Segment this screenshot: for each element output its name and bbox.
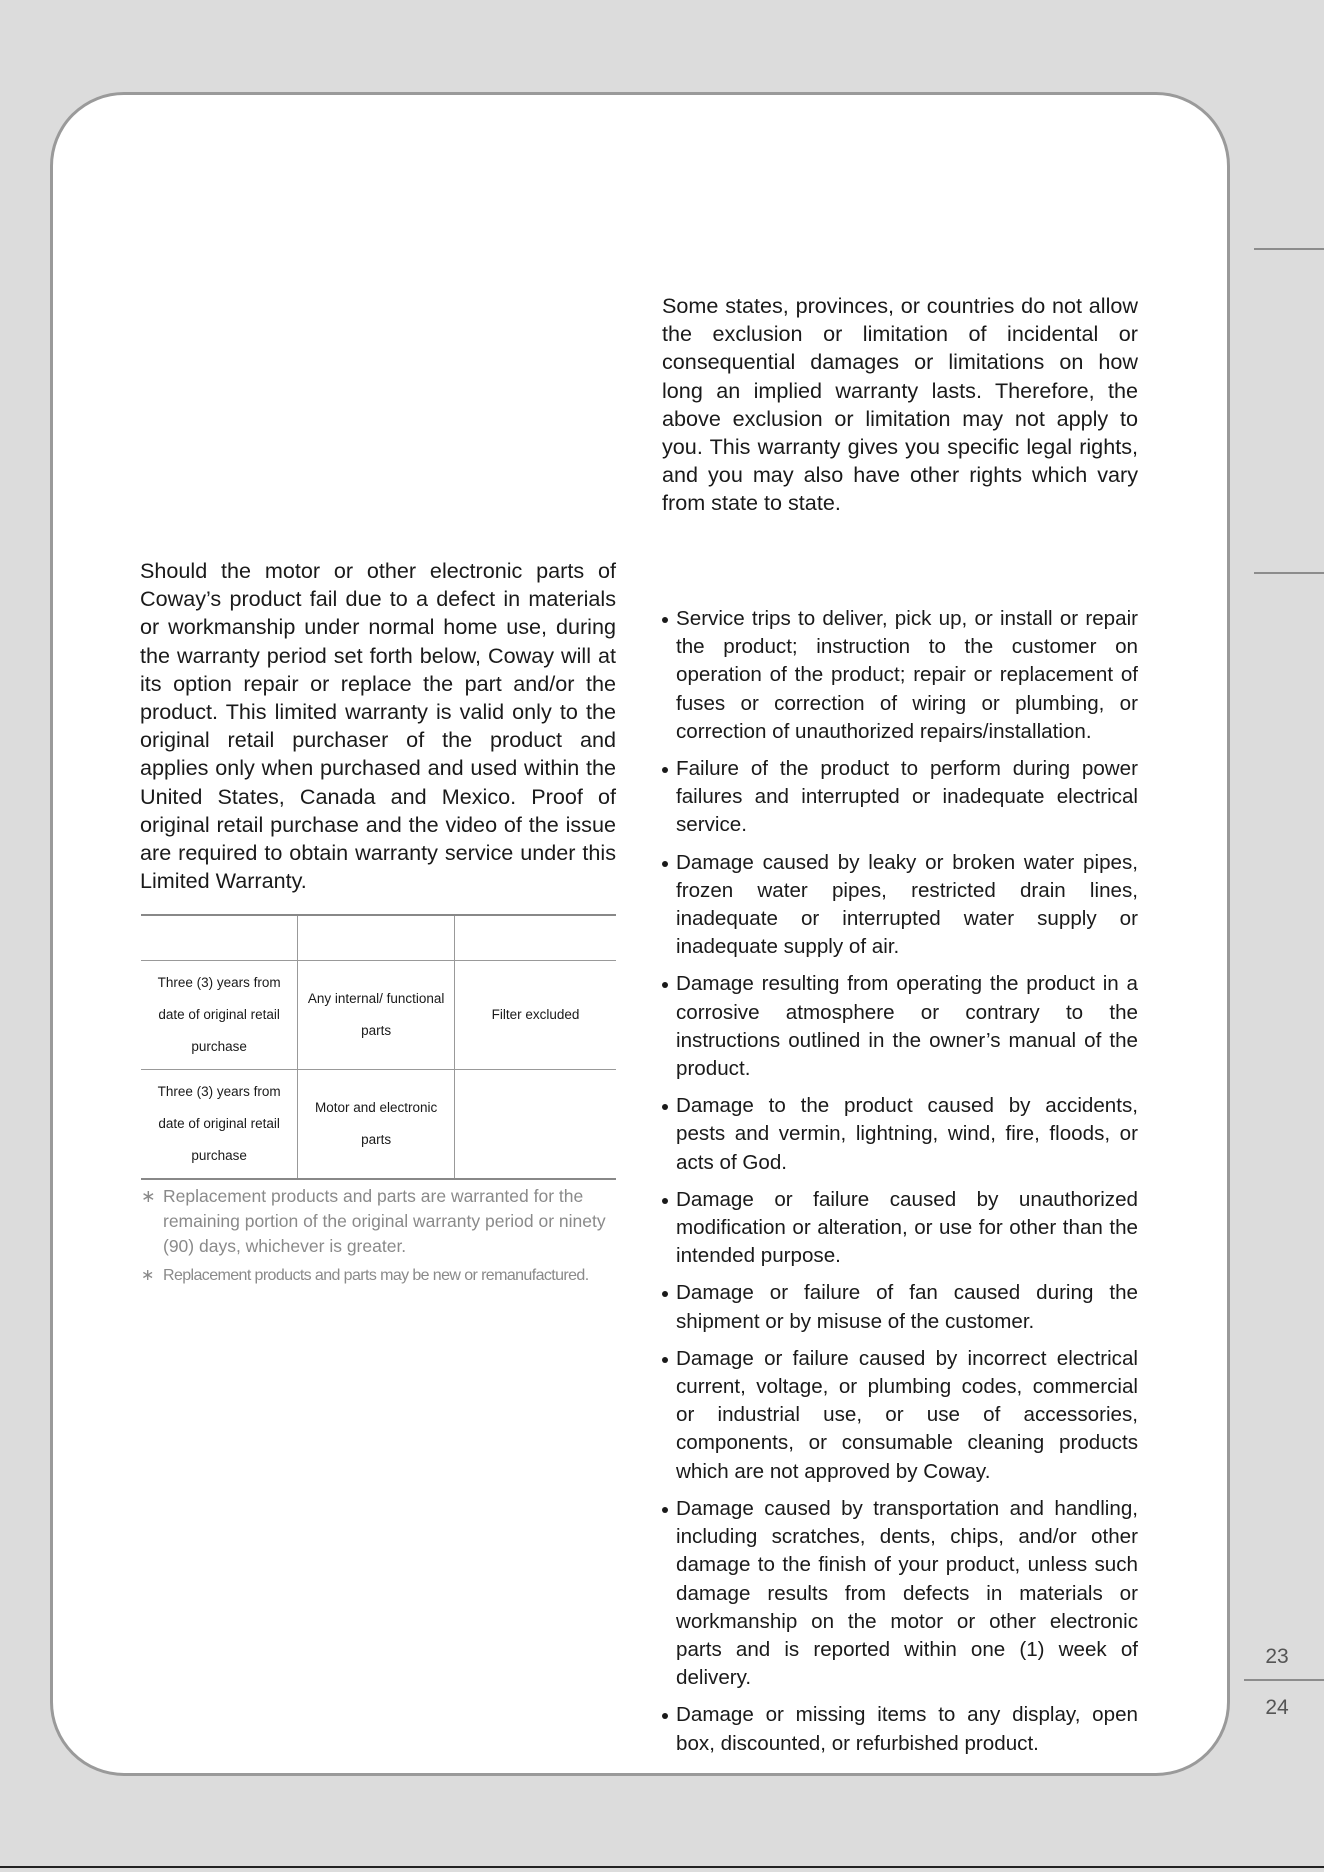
- table-row: [141, 1070, 616, 1180]
- exclusion-text: Damage or failure caused by unauthorized modification or alteration, or use for other than the intended purpose.: [676, 1187, 1138, 1268]
- asterisk-icon: ∗: [141, 1186, 156, 1206]
- list-item: [662, 849, 1138, 962]
- warranty-note: [141, 1184, 621, 1259]
- page-number-next: 24: [1265, 1696, 1289, 1719]
- exclusion-text: Service trips to deliver, pick up, or install or repair the product; instruction to the customer on operation of the product; repair or replacement of fuses or correction of wiring or plumbing, or correction of unauthorized repairs/installation.: [676, 607, 1138, 743]
- list-item: [662, 1092, 1138, 1177]
- bullet-icon: [662, 767, 668, 773]
- warranty-note-cell: Filter excluded: [455, 961, 617, 1070]
- warranty-parts-cell: Motor and electronic parts: [298, 1070, 455, 1180]
- list-item: [662, 1495, 1138, 1692]
- warranty-period-cell: Three (3) years from date of original retail purchase: [141, 1070, 298, 1180]
- asterisk-icon: ∗: [141, 1267, 154, 1284]
- side-divider-middle: [1254, 572, 1324, 574]
- limited-warranty-paragraph: Should the motor or other electronic parts of Coway’s product fail due to a defect in materials or workmanship under normal home use, during the warranty period set forth below, Coway will at its option repair or replace the part and/or the product. This limited warranty is valid only to the original retail purchaser of the product and applies only when purchased and used within the United States, Canada and Mexico. Proof of original retail purchase and the video of the issue are required to obtain warranty service under this Limited Warranty.: [140, 558, 616, 894]
- exclusion-text: Damage resulting from operating the product in a corrosive atmosphere or contrary to the instructions outlined in the owner’s manual of the product.: [676, 972, 1138, 1081]
- list-item: [662, 1701, 1138, 1757]
- bullet-icon: [662, 1198, 668, 1204]
- warranty-header-cell: [298, 915, 455, 961]
- warranty-table-header: [141, 915, 616, 961]
- warranty-note: [141, 1263, 621, 1288]
- page-number-divider: [1244, 1679, 1324, 1681]
- warranty-notes: [141, 1184, 621, 1292]
- warranty-note-text: Replacement products and parts are warranted for the remaining portion of the original warranty period or ninety (90) days, whichever is greater.: [163, 1186, 606, 1256]
- exclusion-text: Damage or missing items to any display, open box, discounted, or refurbished product.: [676, 1703, 1138, 1755]
- bullet-icon: [662, 617, 668, 623]
- side-divider-top: [1254, 248, 1324, 250]
- list-item: [662, 1186, 1138, 1271]
- exclusion-text: Damage to the product caused by accidents, pests and vermin, lightning, wind, fire, floods, or acts of God.: [676, 1094, 1138, 1174]
- bottom-border-line: [0, 1866, 1324, 1868]
- list-item: [662, 755, 1138, 840]
- exclusion-text: Failure of the product to perform during power failures and interrupted or inadequate electrical service.: [676, 757, 1138, 837]
- bullet-icon: [662, 1507, 668, 1513]
- exclusion-text: Damage or failure of fan caused during the shipment or by misuse of the customer.: [676, 1281, 1138, 1333]
- bullet-icon: [662, 1104, 668, 1110]
- warranty-header-cell: [455, 915, 617, 961]
- bullet-icon: [662, 861, 668, 867]
- table-row: [141, 961, 616, 1070]
- warranty-header-cell: [141, 915, 298, 961]
- warranty-note-cell: [455, 1070, 617, 1180]
- warranty-period-cell: Three (3) years from date of original retail purchase: [141, 961, 298, 1070]
- bullet-icon: [662, 1713, 668, 1719]
- state-rights-paragraph: Some states, provinces, or countries do not allow the exclusion or limitation of incidental or consequential damages or limitations on how long an implied warranty lasts. Therefore, the above exclusion or limitation may not apply to you. This warranty gives you specific legal rights, and you may also have other rights which vary from state to state.: [662, 293, 1138, 516]
- exclusion-text: Damage caused by leaky or broken water pipes, frozen water pipes, restricted drain lines, inadequate or interrupted water supply or inadequate supply of air.: [676, 850, 1138, 959]
- exclusion-text: Damage or failure caused by incorrect electrical current, voltage, or plumbing codes, commercial or industrial use, or use of accessories, components, or consumable cleaning products which are not approved by Coway.: [676, 1346, 1138, 1483]
- list-item: [662, 1279, 1138, 1335]
- bullet-icon: [662, 1357, 668, 1363]
- warranty-note-text: Replacement products and parts may be new or remanufactured.: [163, 1267, 589, 1284]
- page-number-current: 23: [1265, 1645, 1289, 1668]
- exclusion-text: Damage caused by transportation and handling, including scratches, dents, chips, and/or other damage to the finish of your product, unless such damage results from defects in materials or workmanship on the motor or other electronic parts and is reported within one (1) week of delivery.: [676, 1496, 1138, 1690]
- warranty-table: [141, 914, 616, 1180]
- list-item: [662, 1345, 1138, 1486]
- exclusions-list: [662, 605, 1138, 1767]
- warranty-parts-cell: Any internal/ functional parts: [298, 961, 455, 1070]
- bullet-icon: [662, 982, 668, 988]
- list-item: [662, 970, 1138, 1083]
- bullet-icon: [662, 1291, 668, 1297]
- list-item: [662, 605, 1138, 746]
